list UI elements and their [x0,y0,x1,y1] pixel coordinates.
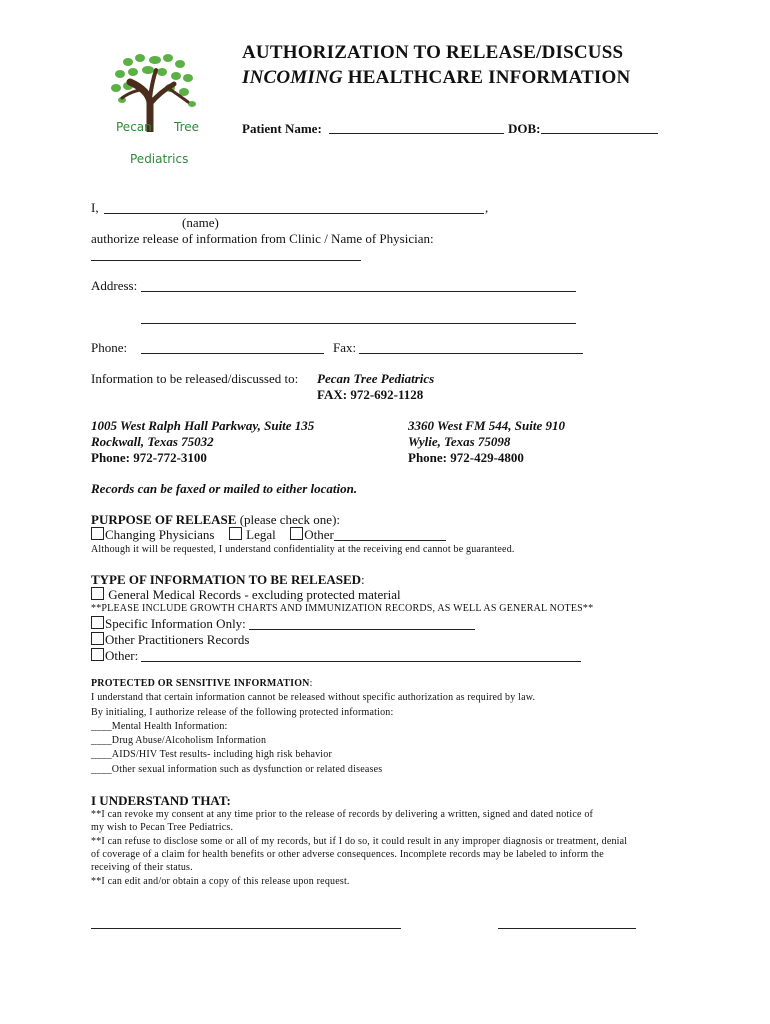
specific-info-checkbox[interactable] [91,616,104,629]
protected-item-mental-health[interactable]: ____Mental Health Information: [91,721,228,732]
info-to-label: Information to be released/discussed to: [91,371,299,386]
form-title-line1: AUTHORIZATION TO RELEASE/DISCUSS [242,42,624,63]
purpose-heading-note: (please check one): [236,512,341,527]
include-note: **PLEASE INCLUDE GROWTH CHARTS AND IMMUNIZATION RECORDS, AS WELL AS GENERAL NOTES** [91,603,594,614]
purpose-heading [91,512,340,528]
type-info-colon: : [361,572,365,587]
understand-line-6: **I can edit and/or obtain a copy of this release upon request. [91,876,350,887]
other-practitioners-option [91,632,249,648]
other-purpose-checkbox[interactable] [290,527,303,540]
other-type-field[interactable] [141,649,581,662]
address-field-line1[interactable] [141,291,576,292]
location-1-phone: Phone: 972-772-3100 [91,450,207,465]
location-1-address: 1005 West Ralph Hall Parkway, Suite 135 [91,418,315,433]
type-info-heading [91,572,365,588]
fax-label: Fax: [333,340,357,355]
signature-field[interactable] [91,928,401,929]
changing-physicians-checkbox[interactable] [91,527,104,540]
i-label: I, [91,200,99,215]
other-practitioners-label: Other Practitioners Records [105,632,250,647]
protected-item-aids-hiv[interactable]: ____AIDS/HIV Test results- including high risk behavior [91,749,333,760]
other-type-label: Other: [105,648,139,663]
date-field[interactable] [498,928,636,929]
physician-field[interactable] [91,260,361,261]
practice-name: Pecan Tree Pediatrics [317,371,435,386]
location-2-address: 3360 West FM 544, Suite 910 [408,418,565,433]
name-field[interactable] [104,213,484,214]
general-records-checkbox[interactable] [91,587,104,600]
understand-line-3: **I can refuse to disclose some or all of my records, but if I do so, it could result in any improper diagnosis or treatment, denial [91,836,628,847]
other-type-checkbox[interactable] [91,648,104,661]
records-note: Records can be faxed or mailed to either location. [91,481,358,496]
general-records-label: General Medical Records - excluding protected material [108,587,401,602]
authorize-text: authorize release of information from Clinic / Name of Physician: [91,231,434,246]
protected-line1: I understand that certain information cannot be released without specific authorization as required by law. [91,692,536,703]
form-title-line2 [242,66,630,90]
logo-pecan-text: Pecan [116,120,152,134]
changing-physicians-label: Changing Physicians [105,527,215,542]
protected-heading-text: PROTECTED OR SENSITIVE INFORMATION [91,678,310,689]
fax-field[interactable] [359,353,583,354]
understand-line-2: my wish to Pecan Tree Pediatrics. [91,822,234,833]
understand-line-4: of coverage of a claim for health benefits or other adverse consequences. Incomplete records may be labeled to inform the [91,849,604,860]
protected-item-drug-abuse[interactable]: ____Drug Abuse/Alcoholism Information [91,735,267,746]
specific-info-field[interactable] [249,617,475,630]
location-1-city: Rockwall, Texas 75032 [91,434,214,449]
type-info-heading-text: TYPE OF INFORMATION TO BE RELEASED [91,572,362,587]
comma-text: , [485,200,489,215]
protected-colon: : [309,678,313,689]
location-2-phone: Phone: 972-429-4800 [408,450,524,465]
protected-line2: By initialing, I authorize release of the following protected information: [91,707,394,718]
general-records-option [91,587,401,603]
practice-fax: FAX: 972-692-1128 [317,387,424,402]
protected-item-sexual-info[interactable]: ____Other sexual information such as dysfunction or related diseases [91,764,383,775]
understand-line-1: **I can revoke my consent at any time prior to the release of records by delivering a written, signed and dated notice of [91,809,594,820]
other-type-option [91,648,581,664]
title-incoming: INCOMING [242,67,343,88]
purpose-heading-text: PURPOSE OF RELEASE [91,512,237,527]
name-caption: (name) [182,215,219,230]
phone-field[interactable] [141,353,324,354]
phone-label: Phone: [91,340,128,355]
specific-info-label: Specific Information Only: [105,616,246,631]
logo-tree-text: Tree [174,120,200,134]
other-practitioners-checkbox[interactable] [91,632,104,645]
address-field-line2[interactable] [141,323,576,324]
dob-label: DOB: [508,121,541,136]
other-purpose-field[interactable] [334,528,446,541]
other-purpose-label: Other [304,527,334,542]
pecan-tree-logo [100,52,210,170]
understand-heading: I UNDERSTAND THAT: [91,793,231,808]
location-2-city: Wylie, Texas 75098 [408,434,511,449]
patient-name-field[interactable] [329,133,504,134]
purpose-options [91,527,446,543]
understand-line-5: receiving of their status. [91,862,193,873]
dob-field[interactable] [541,133,658,134]
address-label: Address: [91,278,138,293]
protected-heading [91,677,313,691]
legal-label: Legal [246,527,276,542]
specific-info-option [91,616,475,632]
confidentiality-note: Although it will be requested, I understand confidentiality at the receiving end cannot be guaranteed. [91,544,515,555]
title-rest: HEALTHCARE INFORMATION [342,67,631,88]
logo-pediatrics-text: Pediatrics [130,152,189,166]
legal-checkbox[interactable] [229,527,242,540]
patient-name-label: Patient Name: [242,121,322,136]
